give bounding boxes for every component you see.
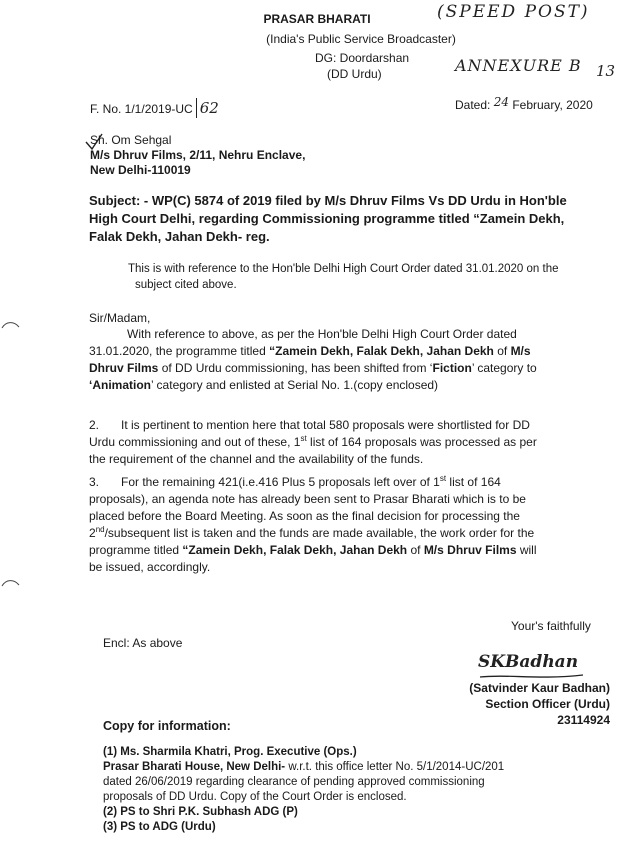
- subject-line-2: High Court Delhi, regarding Commissioning programme titled “Zamein Dekh,: [89, 211, 565, 226]
- para1-line-3: [89, 360, 609, 377]
- para2-line-1: [89, 417, 609, 434]
- reference-line-2: subject cited above.: [135, 279, 237, 291]
- copy-recipient-1-detail: dated 26/06/2019 regarding clearance of pending approved commissioning: [103, 776, 485, 788]
- para3-line-1: [89, 474, 609, 491]
- date-line: [455, 95, 593, 112]
- para1-text: 31.01.2020, the programme titled: [89, 344, 270, 358]
- para3-superscript: nd: [95, 525, 105, 534]
- reference-paragraph: [128, 261, 610, 293]
- para2-number: 2.: [89, 418, 100, 432]
- para3-text: will: [516, 543, 537, 557]
- copy-recipient-3: (3) PS to ADG (Urdu): [103, 821, 216, 833]
- para3-line-4: [89, 525, 609, 542]
- paragraph-3: [89, 474, 609, 576]
- para1-line-4: [89, 377, 609, 394]
- para1-text: of: [493, 344, 511, 358]
- para1-category-fiction: Fiction: [432, 361, 472, 375]
- addressee-city: New Delhi-110019: [90, 163, 191, 177]
- para3-text: list of 164: [446, 475, 501, 489]
- para3-text: /subsequent list is taken and the funds are made available, the work order for the: [104, 526, 535, 540]
- para1-line-2: [89, 343, 609, 360]
- copy-list: [103, 745, 603, 835]
- org-subtitle: (India's Public Service Broadcaster): [266, 32, 456, 46]
- para1-programme-title: “Zamein Dekh, Falak Dekh, Jahan Dekh: [269, 344, 494, 358]
- copy-heading: Copy for information:: [103, 719, 231, 733]
- subject-line-3: Falak Dekh, Jahan Dekh- reg.: [89, 229, 270, 244]
- para3-text: 2: [89, 526, 96, 540]
- page-number-note: 13: [596, 62, 616, 80]
- para3-line-5: [89, 542, 609, 559]
- para3-text: For the remaining 421(i.e.416 Plus 5 proposals left over of 1: [121, 475, 440, 489]
- para2-text: list of 164 proposals was processed as per: [306, 435, 537, 449]
- signatory-phone: 23114924: [557, 713, 610, 727]
- scan-mark-icon: [0, 576, 22, 590]
- file-number-text: F. No. 1/1/2019-UC: [90, 102, 193, 116]
- para1-text: ’ category to: [471, 361, 537, 375]
- signatory-name: (Satvinder Kaur Badhan): [469, 681, 610, 695]
- para1-company: Dhruv Films: [89, 361, 159, 375]
- para3-text: programme titled: [89, 543, 183, 557]
- signatory-block: [440, 680, 610, 728]
- annexure-note: ANNEXURE B: [455, 56, 582, 75]
- para2-line-2: [89, 434, 609, 451]
- para3-line-3: placed before the Board Meeting. As soon as the final decision for processing the: [89, 509, 520, 523]
- para3-line-6: be issued, accordingly.: [89, 560, 211, 574]
- paragraph-2: [89, 417, 609, 468]
- date-month-year: February, 2020: [512, 98, 593, 112]
- copy-recipient-1-address: [103, 760, 603, 775]
- para3-line-2: proposals), an agenda note has already been sent to Prasar Bharati which is to be: [89, 492, 526, 506]
- para2-line-3: the requirement of the channel and the availability of the funds.: [89, 452, 424, 466]
- dg-line: DG: Doordarshan: [315, 51, 410, 65]
- addressee-address: M/s Dhruv Films, 2/11, Nehru Enclave,: [90, 148, 306, 162]
- closing: Your's faithfully: [511, 619, 591, 633]
- speed-post-note: (SPEED POST): [437, 2, 590, 22]
- enclosure: Encl: As above: [103, 636, 183, 650]
- subject: [89, 192, 609, 246]
- file-number-divider: [196, 98, 197, 118]
- para3-text: of: [407, 543, 424, 557]
- copy-recipient-1: (1) Ms. Sharmila Khatri, Prog. Executive (Ops.): [103, 746, 357, 758]
- salutation: Sir/Madam,: [89, 311, 151, 325]
- para3-number: 3.: [89, 475, 100, 489]
- para1-category-animation: ‘Animation: [89, 378, 151, 392]
- para3-programme-title: “Zamein Dekh, Falak Dekh, Jahan Dekh: [182, 543, 408, 557]
- para1-line-1: With reference to above, as per the Hon'ble Delhi High Court Order dated: [127, 327, 517, 341]
- copy-recipient-1-detail-2: proposals of DD Urdu. Copy of the Court Order is enclosed.: [103, 791, 407, 803]
- date-day-handwritten: 24: [493, 95, 509, 109]
- copy-address-bold: Prasar Bharati House, New Delhi-: [103, 761, 286, 773]
- para3-superscript: st: [439, 474, 447, 483]
- para3-company: M/s Dhruv Films: [423, 543, 517, 557]
- file-number: [90, 98, 219, 118]
- addressee: [90, 133, 305, 178]
- copy-recipient-2: (2) PS to Shri P.K. Subhash ADG (P): [103, 806, 298, 818]
- copy-address-text: w.r.t. this office letter No. 5/1/2014-UC/201: [285, 761, 505, 773]
- signature: SKBadhan: [478, 652, 579, 672]
- addressee-name: Sh. Om Sehgal: [90, 133, 172, 147]
- scan-mark-icon: [0, 318, 22, 332]
- subject-line-1: Subject: - WP(C) 5874 of 2019 filed by M/s Dhruv Films Vs DD Urdu in Hon'ble: [89, 193, 567, 208]
- reference-line-1: This is with reference to the Hon'ble Delhi High Court Order dated 31.01.2020 on the: [128, 263, 559, 275]
- signatory-title: Section Officer (Urdu): [485, 697, 610, 711]
- para2-superscript: st: [300, 434, 307, 443]
- paragraph-1: [89, 326, 609, 394]
- para2-text: Urdu commissioning and out of these, 1: [89, 435, 301, 449]
- date-label: Dated:: [455, 98, 491, 112]
- para2-text: It is pertinent to mention here that total 580 proposals were shortlisted for DD: [121, 418, 530, 432]
- para1-company: M/s: [510, 344, 531, 358]
- file-number-handwritten: 62: [199, 99, 219, 117]
- dept-line: (DD Urdu): [327, 67, 382, 81]
- para1-text: of DD Urdu commissioning, has been shifted from ‘: [158, 361, 433, 375]
- org-name: PRASAR BHARATI: [263, 12, 371, 26]
- para1-text: ’ category and enlisted at Serial No. 1.(copy enclosed): [151, 378, 439, 392]
